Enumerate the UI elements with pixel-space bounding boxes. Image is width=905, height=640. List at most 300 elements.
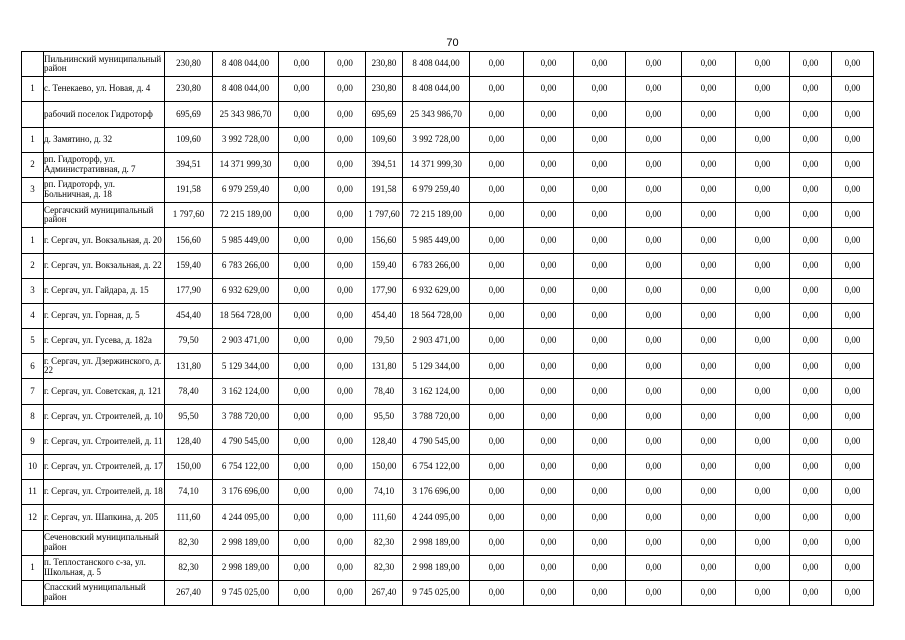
table-row (22, 455, 874, 480)
area-cell: 150,00 (366, 455, 403, 480)
value-cell: 0,00 (832, 253, 874, 278)
row-number-cell (22, 102, 44, 127)
cost-cell: 8 408 044,00 (213, 52, 279, 77)
cost-cell: 3 162 124,00 (403, 379, 470, 404)
value-cell: 0,00 (626, 530, 682, 555)
value-cell: 0,00 (470, 505, 524, 530)
value-cell: 0,00 (682, 77, 736, 102)
cost-cell: 5 985 449,00 (403, 228, 470, 253)
housing-table (21, 51, 874, 606)
table-row (22, 278, 874, 303)
value-cell: 0,00 (790, 329, 832, 354)
area-cell: 159,40 (165, 253, 213, 278)
address-cell: Сеченовский муниципальный район (44, 530, 165, 555)
value-cell: 0,00 (279, 253, 325, 278)
value-cell: 0,00 (524, 555, 574, 580)
value-cell: 0,00 (325, 455, 366, 480)
cost-cell: 5 129 344,00 (213, 354, 279, 379)
table-row (22, 480, 874, 505)
value-cell: 0,00 (470, 127, 524, 152)
value-cell: 0,00 (736, 580, 790, 605)
row-number-cell: 1 (22, 228, 44, 253)
value-cell: 0,00 (524, 102, 574, 127)
value-cell: 0,00 (470, 303, 524, 328)
value-cell: 0,00 (790, 228, 832, 253)
value-cell: 0,00 (574, 177, 626, 202)
value-cell: 0,00 (279, 177, 325, 202)
area-cell: 191,58 (165, 177, 213, 202)
value-cell: 0,00 (682, 52, 736, 77)
value-cell: 0,00 (682, 354, 736, 379)
value-cell: 0,00 (470, 203, 524, 228)
value-cell: 0,00 (790, 530, 832, 555)
value-cell: 0,00 (325, 303, 366, 328)
value-cell: 0,00 (626, 228, 682, 253)
value-cell: 0,00 (524, 77, 574, 102)
area-cell: 78,40 (165, 379, 213, 404)
cost-cell: 4 790 545,00 (403, 429, 470, 454)
table-row (22, 77, 874, 102)
value-cell: 0,00 (574, 379, 626, 404)
value-cell: 0,00 (832, 404, 874, 429)
cost-cell: 72 215 189,00 (213, 203, 279, 228)
value-cell: 0,00 (325, 203, 366, 228)
area-cell: 454,40 (165, 303, 213, 328)
value-cell: 0,00 (574, 52, 626, 77)
value-cell: 0,00 (682, 455, 736, 480)
value-cell: 0,00 (574, 530, 626, 555)
area-cell: 128,40 (366, 429, 403, 454)
value-cell: 0,00 (682, 253, 736, 278)
value-cell: 0,00 (790, 429, 832, 454)
table-row (22, 102, 874, 127)
value-cell: 0,00 (524, 152, 574, 177)
value-cell: 0,00 (736, 303, 790, 328)
value-cell: 0,00 (524, 228, 574, 253)
value-cell: 0,00 (736, 480, 790, 505)
cost-cell: 2 998 189,00 (213, 555, 279, 580)
value-cell: 0,00 (574, 77, 626, 102)
value-cell: 0,00 (279, 102, 325, 127)
value-cell: 0,00 (279, 52, 325, 77)
value-cell: 0,00 (524, 379, 574, 404)
address-cell: г. Сергач, ул. Дзержинского, д. 22 (44, 354, 165, 379)
value-cell: 0,00 (626, 177, 682, 202)
value-cell: 0,00 (682, 303, 736, 328)
area-cell: 1 797,60 (366, 203, 403, 228)
value-cell: 0,00 (279, 505, 325, 530)
value-cell: 0,00 (832, 480, 874, 505)
value-cell: 0,00 (325, 77, 366, 102)
cost-cell: 6 754 122,00 (213, 455, 279, 480)
value-cell: 0,00 (279, 77, 325, 102)
value-cell: 0,00 (325, 253, 366, 278)
value-cell: 0,00 (626, 404, 682, 429)
address-cell: рп. Гидроторф, ул. Административная, д. 7 (44, 152, 165, 177)
value-cell: 0,00 (470, 52, 524, 77)
row-number-cell (22, 580, 44, 605)
value-cell: 0,00 (626, 102, 682, 127)
value-cell: 0,00 (574, 354, 626, 379)
value-cell: 0,00 (325, 429, 366, 454)
value-cell: 0,00 (470, 77, 524, 102)
value-cell: 0,00 (736, 354, 790, 379)
table-row (22, 52, 874, 77)
value-cell: 0,00 (626, 429, 682, 454)
value-cell: 0,00 (736, 152, 790, 177)
value-cell: 0,00 (470, 580, 524, 605)
value-cell: 0,00 (626, 480, 682, 505)
value-cell: 0,00 (832, 580, 874, 605)
table-row (22, 354, 874, 379)
area-cell: 695,69 (165, 102, 213, 127)
area-cell: 82,30 (366, 530, 403, 555)
row-number-cell: 7 (22, 379, 44, 404)
value-cell: 0,00 (626, 77, 682, 102)
value-cell: 0,00 (279, 228, 325, 253)
value-cell: 0,00 (736, 77, 790, 102)
value-cell: 0,00 (682, 228, 736, 253)
value-cell: 0,00 (736, 177, 790, 202)
address-cell: г. Сергач, ул. Строителей, д. 18 (44, 480, 165, 505)
value-cell: 0,00 (790, 555, 832, 580)
row-number-cell: 10 (22, 455, 44, 480)
value-cell: 0,00 (682, 203, 736, 228)
cost-cell: 3 992 728,00 (403, 127, 470, 152)
value-cell: 0,00 (682, 555, 736, 580)
value-cell: 0,00 (325, 152, 366, 177)
value-cell: 0,00 (279, 580, 325, 605)
area-cell: 79,50 (165, 329, 213, 354)
cost-cell: 9 745 025,00 (213, 580, 279, 605)
area-cell: 177,90 (366, 278, 403, 303)
value-cell: 0,00 (832, 379, 874, 404)
value-cell: 0,00 (626, 303, 682, 328)
address-cell: г. Сергач, ул. Шапкина, д. 205 (44, 505, 165, 530)
address-cell: п. Теплостанского с-за, ул. Школьная, д. 5 (44, 555, 165, 580)
value-cell: 0,00 (524, 354, 574, 379)
value-cell: 0,00 (626, 127, 682, 152)
value-cell: 0,00 (736, 429, 790, 454)
value-cell: 0,00 (790, 52, 832, 77)
value-cell: 0,00 (790, 580, 832, 605)
value-cell: 0,00 (832, 429, 874, 454)
value-cell: 0,00 (790, 379, 832, 404)
area-cell: 128,40 (165, 429, 213, 454)
value-cell: 0,00 (682, 329, 736, 354)
value-cell: 0,00 (574, 455, 626, 480)
address-cell: рп. Гидроторф, ул. Больничная, д. 18 (44, 177, 165, 202)
row-number-cell: 9 (22, 429, 44, 454)
value-cell: 0,00 (626, 379, 682, 404)
value-cell: 0,00 (574, 203, 626, 228)
table-row (22, 177, 874, 202)
value-cell: 0,00 (682, 152, 736, 177)
value-cell: 0,00 (470, 530, 524, 555)
cost-cell: 3 176 696,00 (213, 480, 279, 505)
cost-cell: 4 244 095,00 (213, 505, 279, 530)
value-cell: 0,00 (574, 429, 626, 454)
value-cell: 0,00 (574, 329, 626, 354)
area-cell: 131,80 (165, 354, 213, 379)
cost-cell: 2 998 189,00 (403, 555, 470, 580)
value-cell: 0,00 (790, 152, 832, 177)
value-cell: 0,00 (736, 379, 790, 404)
cost-cell: 14 371 999,30 (213, 152, 279, 177)
value-cell: 0,00 (832, 177, 874, 202)
address-cell: Сергачский муниципальный район (44, 203, 165, 228)
value-cell: 0,00 (736, 278, 790, 303)
value-cell: 0,00 (574, 253, 626, 278)
area-cell: 177,90 (165, 278, 213, 303)
value-cell: 0,00 (470, 177, 524, 202)
value-cell: 0,00 (470, 152, 524, 177)
cost-cell: 6 932 629,00 (403, 278, 470, 303)
cost-cell: 5 129 344,00 (403, 354, 470, 379)
area-cell: 95,50 (165, 404, 213, 429)
cost-cell: 3 176 696,00 (403, 480, 470, 505)
value-cell: 0,00 (682, 379, 736, 404)
value-cell: 0,00 (736, 102, 790, 127)
area-cell: 109,60 (366, 127, 403, 152)
value-cell: 0,00 (626, 278, 682, 303)
value-cell: 0,00 (325, 354, 366, 379)
address-cell: г. Сергач, ул. Вокзальная, д. 22 (44, 253, 165, 278)
value-cell: 0,00 (279, 278, 325, 303)
value-cell: 0,00 (574, 152, 626, 177)
table-row (22, 404, 874, 429)
area-cell: 74,10 (165, 480, 213, 505)
value-cell: 0,00 (682, 404, 736, 429)
value-cell: 0,00 (574, 127, 626, 152)
area-cell: 230,80 (165, 77, 213, 102)
row-number-cell: 1 (22, 127, 44, 152)
page-number: 70 (446, 37, 459, 49)
value-cell: 0,00 (790, 102, 832, 127)
value-cell: 0,00 (279, 329, 325, 354)
value-cell: 0,00 (470, 253, 524, 278)
value-cell: 0,00 (470, 379, 524, 404)
row-number-cell: 1 (22, 555, 44, 580)
area-cell: 695,69 (366, 102, 403, 127)
address-cell: д. Замятино, д. 32 (44, 127, 165, 152)
address-cell: г. Сергач, ул. Горная, д. 5 (44, 303, 165, 328)
value-cell: 0,00 (736, 505, 790, 530)
area-cell: 267,40 (366, 580, 403, 605)
value-cell: 0,00 (626, 455, 682, 480)
value-cell: 0,00 (626, 253, 682, 278)
value-cell: 0,00 (279, 480, 325, 505)
value-cell: 0,00 (626, 505, 682, 530)
table-row (22, 505, 874, 530)
value-cell: 0,00 (790, 455, 832, 480)
cost-cell: 25 343 986,70 (403, 102, 470, 127)
row-number-cell: 2 (22, 253, 44, 278)
table-row (22, 127, 874, 152)
area-cell: 131,80 (366, 354, 403, 379)
cost-cell: 6 754 122,00 (403, 455, 470, 480)
value-cell: 0,00 (279, 379, 325, 404)
address-cell: рабочий поселок Гидроторф (44, 102, 165, 127)
value-cell: 0,00 (470, 429, 524, 454)
table-row (22, 228, 874, 253)
value-cell: 0,00 (832, 152, 874, 177)
area-cell: 78,40 (366, 379, 403, 404)
value-cell: 0,00 (626, 203, 682, 228)
value-cell: 0,00 (682, 102, 736, 127)
table-row (22, 253, 874, 278)
cost-cell: 6 979 259,40 (403, 177, 470, 202)
value-cell: 0,00 (626, 555, 682, 580)
value-cell: 0,00 (524, 52, 574, 77)
value-cell: 0,00 (470, 278, 524, 303)
area-cell: 1 797,60 (165, 203, 213, 228)
area-cell: 109,60 (165, 127, 213, 152)
value-cell: 0,00 (832, 203, 874, 228)
row-number-cell (22, 530, 44, 555)
cost-cell: 3 788 720,00 (213, 404, 279, 429)
value-cell: 0,00 (790, 127, 832, 152)
value-cell: 0,00 (470, 354, 524, 379)
area-cell: 230,80 (165, 52, 213, 77)
address-cell: г. Сергач, ул. Строителей, д. 10 (44, 404, 165, 429)
cost-cell: 9 745 025,00 (403, 580, 470, 605)
value-cell: 0,00 (832, 102, 874, 127)
value-cell: 0,00 (790, 253, 832, 278)
area-cell: 230,80 (366, 52, 403, 77)
value-cell: 0,00 (790, 303, 832, 328)
value-cell: 0,00 (736, 555, 790, 580)
address-cell: г. Сергач, ул. Вокзальная, д. 20 (44, 228, 165, 253)
value-cell: 0,00 (470, 480, 524, 505)
value-cell: 0,00 (832, 455, 874, 480)
row-number-cell (22, 203, 44, 228)
area-cell: 111,60 (366, 505, 403, 530)
value-cell: 0,00 (682, 127, 736, 152)
value-cell: 0,00 (832, 354, 874, 379)
row-number-cell: 6 (22, 354, 44, 379)
table-body (22, 52, 874, 606)
value-cell: 0,00 (279, 530, 325, 555)
value-cell: 0,00 (574, 555, 626, 580)
value-cell: 0,00 (325, 505, 366, 530)
value-cell: 0,00 (832, 555, 874, 580)
value-cell: 0,00 (790, 404, 832, 429)
cost-cell: 3 992 728,00 (213, 127, 279, 152)
table-row (22, 580, 874, 605)
value-cell: 0,00 (832, 278, 874, 303)
row-number-cell: 3 (22, 177, 44, 202)
value-cell: 0,00 (279, 203, 325, 228)
value-cell: 0,00 (325, 404, 366, 429)
value-cell: 0,00 (682, 480, 736, 505)
value-cell: 0,00 (574, 303, 626, 328)
value-cell: 0,00 (325, 580, 366, 605)
area-cell: 191,58 (366, 177, 403, 202)
value-cell: 0,00 (682, 177, 736, 202)
value-cell: 0,00 (790, 278, 832, 303)
value-cell: 0,00 (524, 303, 574, 328)
value-cell: 0,00 (682, 505, 736, 530)
cost-cell: 2 998 189,00 (403, 530, 470, 555)
value-cell: 0,00 (736, 253, 790, 278)
cost-cell: 3 788 720,00 (403, 404, 470, 429)
value-cell: 0,00 (626, 580, 682, 605)
address-cell: г. Сергач, ул. Советская, д. 121 (44, 379, 165, 404)
area-cell: 156,60 (366, 228, 403, 253)
value-cell: 0,00 (790, 203, 832, 228)
cost-cell: 6 783 266,00 (403, 253, 470, 278)
area-cell: 74,10 (366, 480, 403, 505)
address-cell: г. Сергач, ул. Строителей, д. 11 (44, 429, 165, 454)
value-cell: 0,00 (325, 52, 366, 77)
area-cell: 82,30 (165, 530, 213, 555)
value-cell: 0,00 (736, 455, 790, 480)
value-cell: 0,00 (626, 152, 682, 177)
cost-cell: 72 215 189,00 (403, 203, 470, 228)
value-cell: 0,00 (736, 127, 790, 152)
cost-cell: 18 564 728,00 (213, 303, 279, 328)
area-cell: 95,50 (366, 404, 403, 429)
cost-cell: 6 783 266,00 (213, 253, 279, 278)
address-cell: с. Тенекаево, ул. Новая, д. 4 (44, 77, 165, 102)
value-cell: 0,00 (470, 329, 524, 354)
value-cell: 0,00 (279, 303, 325, 328)
value-cell: 0,00 (790, 505, 832, 530)
cost-cell: 2 998 189,00 (213, 530, 279, 555)
value-cell: 0,00 (470, 455, 524, 480)
value-cell: 0,00 (325, 177, 366, 202)
value-cell: 0,00 (682, 580, 736, 605)
value-cell: 0,00 (524, 580, 574, 605)
value-cell: 0,00 (325, 102, 366, 127)
value-cell: 0,00 (325, 379, 366, 404)
value-cell: 0,00 (524, 505, 574, 530)
value-cell: 0,00 (574, 480, 626, 505)
cost-cell: 8 408 044,00 (403, 52, 470, 77)
value-cell: 0,00 (524, 404, 574, 429)
cost-cell: 6 932 629,00 (213, 278, 279, 303)
value-cell: 0,00 (325, 278, 366, 303)
row-number-cell: 5 (22, 329, 44, 354)
value-cell: 0,00 (832, 127, 874, 152)
area-cell: 454,40 (366, 303, 403, 328)
area-cell: 159,40 (366, 253, 403, 278)
value-cell: 0,00 (832, 329, 874, 354)
row-number-cell: 1 (22, 77, 44, 102)
value-cell: 0,00 (626, 354, 682, 379)
value-cell: 0,00 (279, 429, 325, 454)
cost-cell: 6 979 259,40 (213, 177, 279, 202)
value-cell: 0,00 (790, 480, 832, 505)
table-row (22, 303, 874, 328)
value-cell: 0,00 (524, 429, 574, 454)
value-cell: 0,00 (574, 580, 626, 605)
value-cell: 0,00 (736, 530, 790, 555)
row-number-cell: 8 (22, 404, 44, 429)
value-cell: 0,00 (524, 177, 574, 202)
cost-cell: 8 408 044,00 (403, 77, 470, 102)
row-number-cell: 4 (22, 303, 44, 328)
value-cell: 0,00 (736, 329, 790, 354)
area-cell: 111,60 (165, 505, 213, 530)
cost-cell: 2 903 471,00 (403, 329, 470, 354)
value-cell: 0,00 (626, 329, 682, 354)
value-cell: 0,00 (524, 203, 574, 228)
table-row (22, 429, 874, 454)
value-cell: 0,00 (325, 480, 366, 505)
address-cell: г. Сергач, ул. Строителей, д. 17 (44, 455, 165, 480)
